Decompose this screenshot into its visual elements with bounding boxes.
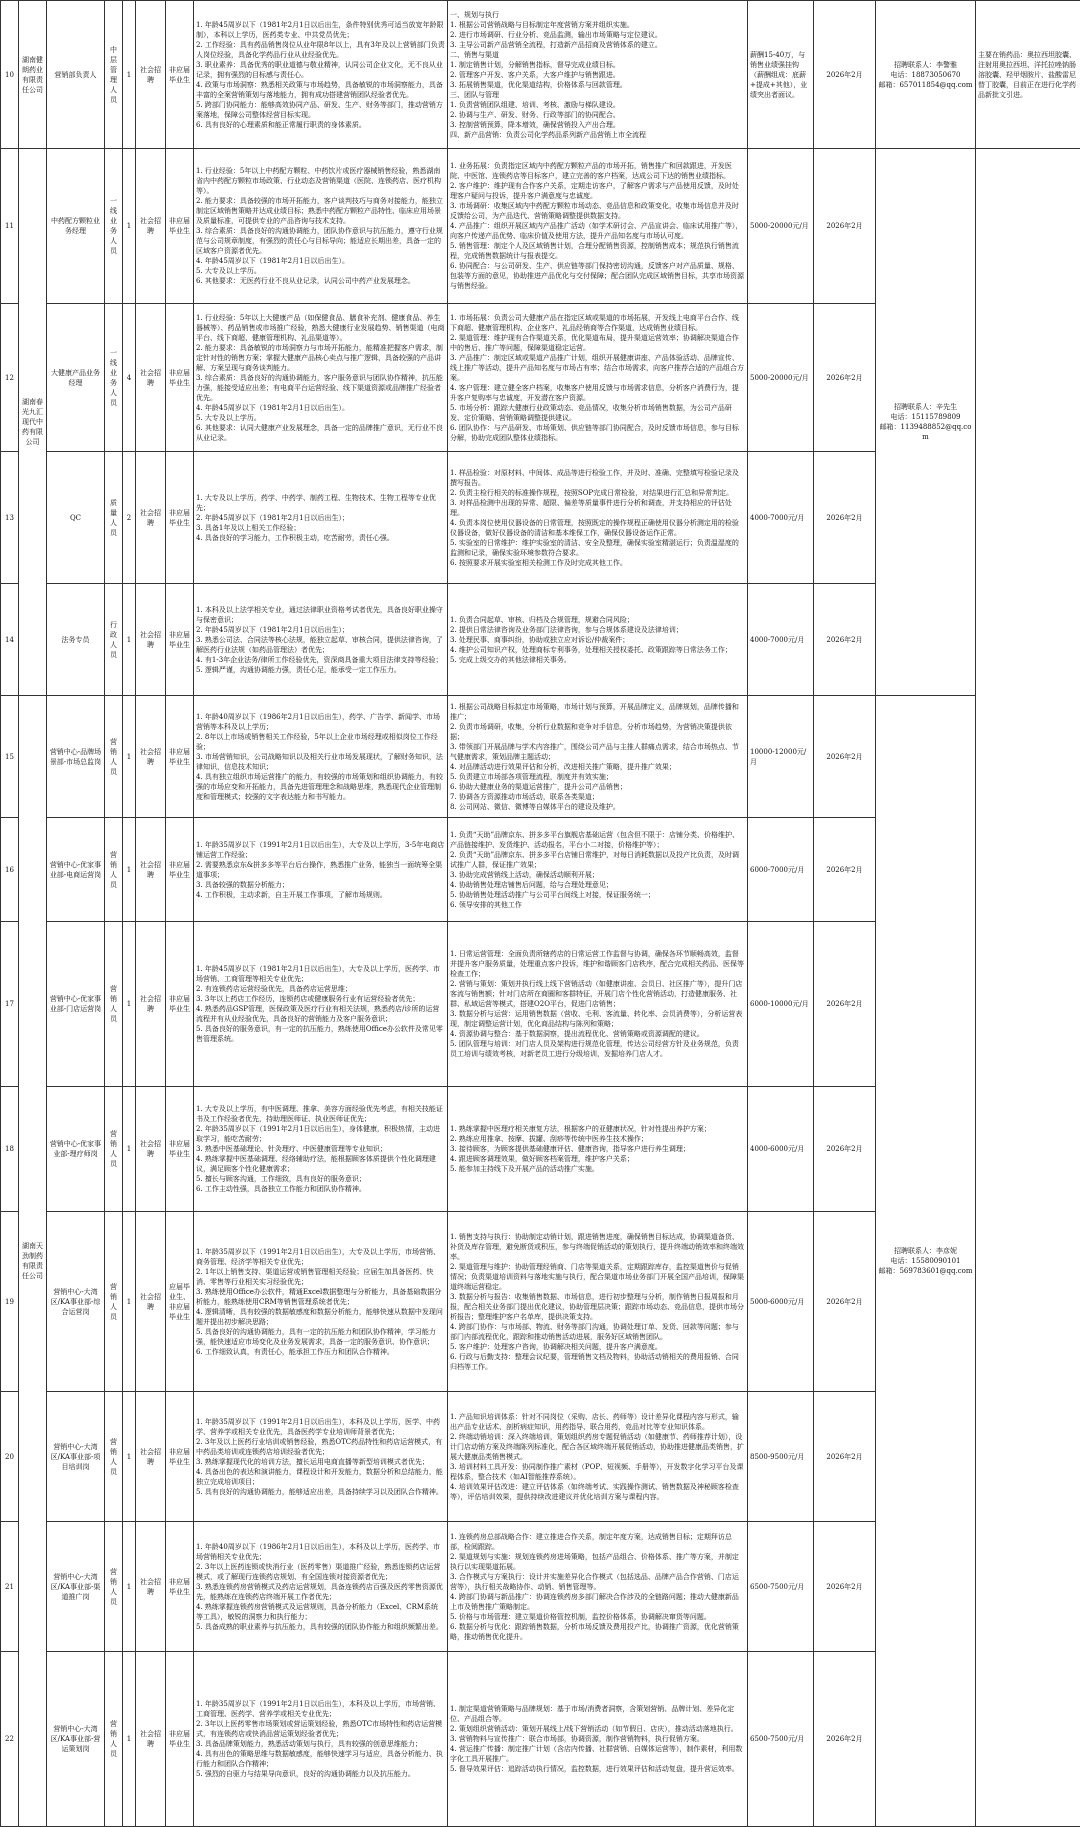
company-name: 湖南健朗药业有限责任公司 xyxy=(19,1,47,149)
position-category: 营销人员 xyxy=(105,1212,123,1392)
job-duties: 1. 样品检验：对原材料、中间体、成品等进行检验工作，并及时、准确、完整填写检验记录及撰写报告。 2. 负责主检行相关的标准操作规程，按照SOP完成日常检验，对结果进行汇总和异常判定。 3. 对样品检测中出现的异常、超限、偏差等质量事件进行分析和调查，并支持相应的评估处理。 4. 负责本岗位使用仪器设备的日常管理，按照既定的操作规程正确使用仪器分析测定用的检验仪器设备，做好仪器设备的清洁和基本维保工作，确保仪器设备运作正常。 5. 实验室的日常维护：维护实验室的清洁、安全及整理，确保实验室精湛运行；负责温湿度的监测和记录，确保实验环境参数符合要求。 6. 按照要求开展实验室相关检测工作及时完成其他工作。 xyxy=(448,452,748,584)
job-duties: 1. 市场拓展：负责公司大健康产品在指定区域或渠道的市场拓展，开发线上电商平台合作、线下商超、健康管理机构、企业客户、礼品经销商等合作渠道，达成销售业绩目标。 2. 渠道管理：维护现有合作渠道关系，优化渠道布局，提升渠道运营效率；协调解决渠道合作中的售后、推广等问题，保障渠道稳定运营。 3. 产品推广：制定区域或渠道产品推广计划，组织开展健康讲座、产品体验活动、品牌宣传、线上推广等活动，提升产品知名度与市场占有率；结合市场需求，向客户推荐合适的产品组合方案。 4. 客户管理：建立健全客户档案，收集客户使用反馈与市场需求信息，分析客户消费行为，提升客户复购率与忠诚度，开发潜在客户资源。 5. 市场分析：跟踪大健康行业政策动态、竞品情况，收集分析市场销售数据，为公司产品研发、定价策略、营销策略调整提供建议。 6. 团队协作：与产品研发、市场策划、供应链等部门协同配合，及时反馈市场信息，参与目标分解，协助完成团队整体业绩指标。 xyxy=(448,304,748,452)
recruit-method: 社会招聘 xyxy=(136,584,166,696)
job-duties: 1. 业务拓展：负责指定区域内中药配方颗粒产品的市场开拓，销售推广和回款跟进，开发医院、中医馆、连锁药店等目标客户，建立完善的客户档案，达成公司下达的销售业绩指标。 2. 客户维护：维护现有合作客户关系，定期走访客户，了解客户需求与产品使用反馈，及时处理客户疑问与投诉，提升客户满意度与忠诚度。 3. 市场调研：收集区域内中药配方颗粒市场动态、竞品信息和政策变化，收集市场信息并及时反馈给公司，为产品迭代、营销策略调整提供数据支持。 4. 产品推广：组织开展区域内产品推广活动（如学术研讨会、产品宣讲会、临床试用推广等），向客户传递产品优势、临床价值及使用方法，提升产品知名度与市场认可度。 5. 销售管理：制定个人及区域销售计划，合理分配销售资源，控制销售成本；规范执行销售流程，完成销售数据统计与报表提交。 6. 协同配合：与公司研发、生产、供应链等部门保持密切沟通，反馈客户对产品质量、规格、包装等方面的意见，协助推进产品优化与交付保障；配合团队完成区域销售目标，共享市场资源与销售经验。 xyxy=(448,149,748,304)
job-requirements: 1. 年龄35周岁以下（1991年2月1日以后出生），大专及以上学历，市场营销、商务管理、经济学等相关专业优先； 2. 1年以上销售支持、渠道运营或销售管理相关经验；应届生加具备医药、快消、零售等行业相关实习经验优先； 3. 熟练使用Office办公软件，精通Excel数据整理与分析能力，具备基础数据分析能力，能熟练使用CRM等销售管理系统者优先； 4. 逻辑清晰，具有较强的数据敏感度和数据分析能力，能够快速从数据中发现问题并提出初步解决思路； 5. 具备良好的沟通协调能力，具有一定的抗压能力和团队协作精神，学习能力强，能快速适应市场变化及业务发展需求，具备一定的服务意识、协作意识； 6. 工作细致认真，有责任心，能承担工作压力和团队合作精神。 xyxy=(194,1212,448,1392)
post-date: 2026年2月 xyxy=(814,452,876,584)
recruit-target: 非应届毕业生 xyxy=(166,149,194,304)
table-row xyxy=(1,1,1080,149)
position-category: 营销人员 xyxy=(105,1392,123,1522)
headcount: 1 xyxy=(123,149,136,304)
row-number: 20 xyxy=(1,1392,19,1522)
contact-info: 招聘联系人：李彦妮 电话：15580090101 邮箱：569783601@qq.com xyxy=(876,696,976,1827)
row-number: 22 xyxy=(1,1652,19,1827)
job-requirements: 1. 年龄40周岁以下（1986年2月1日以后出生），药学、广告学、新闻学、市场营销等本科及以上学历； 2. 8年以上市场或销售相关工作经验，5年以上企业市场经理或相似岗位工作经验； 3. 市场营销知识，公司战略知识以及相关行业市场发展现状，了解财务知识，法律知识，信息技术知识； 4. 具有独立组织市场运营推广的能力，有较强的市场策划和组织协调能力，有较强的市场应变和开拓能力，具备先进管理理念和战略思维，熟悉现代企业管理制度和管理模式；较强的文字表达能力和书写能力。 xyxy=(194,696,448,818)
headcount: 2 xyxy=(123,452,136,584)
post-date: 2026年2月 xyxy=(814,149,876,304)
post-date: 2026年2月 xyxy=(814,1212,876,1392)
headcount: 1 xyxy=(123,1087,136,1212)
recruit-method: 社会招聘 xyxy=(136,1212,166,1392)
headcount: 1 xyxy=(123,1392,136,1522)
row-number: 21 xyxy=(1,1522,19,1652)
job-duties: 1. 产品知识培训体系：针对不同岗位（采购、店长、药师等）设计差异化课程内容与形式，输出产品专业话术、剖析病症知识，用药指导、联合用药，竞品对比等专业知识体系。 2. 终端动销培训：深入终端培训，策划组织药房专题促销活动（如健康节、药师推荐计划），设计门店动销方案及终端陈列标准化，配合各区域终端开展促销活动，协助推进健康品类销售，扩展大健康品类销售模式。 3. 培训材料工具开发：协同制作推广素材（POP、短视频、手册等），开发数字化学习平台及课程体系，整合技术（如AI智能推荐系统）。 4. 培训效果评估改进：建立评估体系（如终端考试、实践操作测试、销售数据及神秘顾客检查等），评估培训效果，提供持续改进建议并优化培训方案与课程内容。 xyxy=(448,1392,748,1522)
salary: 6000-7000元/月 xyxy=(748,818,814,922)
headcount: 1 xyxy=(123,922,136,1087)
salary: 6500-7500元/月 xyxy=(748,1652,814,1827)
position-category: 营销人员 xyxy=(105,818,123,922)
recruit-target: 应届毕业生、非应届毕业生 xyxy=(166,1212,194,1392)
job-duties: 1. 销售支持与执行：协助制定动销计划，跟进销售进度，确保销售目标达成，协调渠道备货、补货及库存管理，避免断货或积压，参与终端促销活动的策划执行，提升终端动销效率和终端效率。 2. 渠道管理与维护：协助管理经销商、门店等渠道关系，定期跟踪库存，监控渠道售价与促销情况；负责渠道培训资料与落地实施与执行，配合渠道市场业务部门开展全国产品培训，保障渠道终端运营稳定。 3. 数据分析与报告：收集销售数据、市场信息，进行初步整理与分析，制作销售日报周报和月报，配合相关业务部门提出优化建议，协助管理层决策；跟踪市场动态、竞品信息，提供市场分析报告；整理维护客户名单库，提供决策支持。 4. 跨部门协作：与市场部、物流、财务等部门沟通，协调处理订单、发货、回款等问题；参与部门内部流程优化，跟踪和推动销售活动进展，服务好区域销售团队。 5. 客户维护：处理客户咨询，协调解决相关问题，提升客户满意度。 6. 行政与后勤支持：整理会议纪要，管理销售文档及物料，协助活动销相关的费用报销、合同归档等工作。 xyxy=(448,1212,748,1392)
recruit-method: 社会招聘 xyxy=(136,149,166,304)
row-number: 17 xyxy=(1,922,19,1087)
recruit-method: 社会招聘 xyxy=(136,1522,166,1652)
post-date: 2026年2月 xyxy=(814,1087,876,1212)
post-date: 2026年2月 xyxy=(814,1522,876,1652)
row-number: 10 xyxy=(1,1,19,149)
salary: 6500-7500元/月 xyxy=(748,1522,814,1652)
row-number: 18 xyxy=(1,1087,19,1212)
salary: 6000-10000元/月 xyxy=(748,922,814,1087)
position-category: 营销人员 xyxy=(105,1652,123,1827)
recruit-target: 非应届毕业生 xyxy=(166,452,194,584)
salary: 5000-6000元/月 xyxy=(748,1212,814,1392)
table-row xyxy=(1,149,1080,304)
position-category: 质量人员 xyxy=(105,452,123,584)
position-name: 营销中心-优家事业部-电商运营岗 xyxy=(47,818,105,922)
headcount: 1 xyxy=(123,1652,136,1827)
salary: 8500-9500元/月 xyxy=(748,1392,814,1522)
position-name: 营销中心-大湾区/KA事业部-营运策划岗 xyxy=(47,1652,105,1827)
row-number: 11 xyxy=(1,149,19,304)
company-name: 湖南春光九汇现代中药有限公司 xyxy=(19,149,47,696)
position-category: 营销人员 xyxy=(105,1087,123,1212)
position-name: 营销中心-品牌场景部-市场总监岗 xyxy=(47,696,105,818)
recruit-method: 社会招聘 xyxy=(136,452,166,584)
salary: 10000-12000元/月 xyxy=(748,696,814,818)
recruit-method: 社会招聘 xyxy=(136,696,166,818)
job-duties: 1. 连锁药房总部战略合作：建立推进合作关系，制定年度方案，达成销售目标；定期拜访总部，检阅跟踪。 2. 渠道规划与实施：规划连锁药房进场策略，包括产品组合、价格体系、推广等方案，并制定执行以实现渠道拓展。 3. 合作模式与方案执行：设计并实施差异化合作模式（包括选品、品牌产品合作营销、门店运营等），执行相关战略协作、动销、销售管理等。 4. 跨部门协调与新品推广：协调连锁药房多部门解决合作涉及的全链路问题；推动大健康新品上市及销售推广策略制定。 5. 价格与市场管理：建立渠道价格管控机制，监控价格体系，协调解决窜货等问题。 6. 数据分析与优化：跟踪销售数据，分析市场反馈及费用投产比，协调推广资源，优化营销策略，推动销售优化提升。 xyxy=(448,1522,748,1652)
job-duties: 1. 熟练掌握中医理疗相关康复方法，根据客户的亚健康状况，针对性提出养护方案； 2. 熟练应用推拿、按摩、拔罐、刮痧等传统中医养生技术操作； 3. 接待顾客，为顾客提供基础健康评估、健康咨询，指导客户进行养生调理； 4. 跟进顾客调理效果，做好顾客档案管理，维护客户关系； 5. 能参加主持线下及开展产品的活动推广实施。 xyxy=(448,1087,748,1212)
salary: 4000-6000元/月 xyxy=(748,1087,814,1212)
recruit-method: 社会招聘 xyxy=(136,1392,166,1522)
position-name: 中药配方颗粒业务经理 xyxy=(47,149,105,304)
recruit-target: 非应届毕业生 xyxy=(166,304,194,452)
job-requirements: 1. 年龄45周岁以下（1981年2月1日以后出生），大专及以上学历，医药学、市场营销、工商管理等相关专业优先； 2. 有连锁药店运营经验优先，具备药店运营思维； 3. 3年以上药店工作经历，连锁药店或健康服务行业有运营经验者优先； 4. 熟悉药品GSP管理，医保政策及医疗行业有相关法规，熟悉药店/诊所的运营流程并有从业经验优先，具备良好的营销能力及客户服务意识； 5. 具备良好的服务意识，有一定的抗压能力，熟练使用Office办公软件及常见零售管理系统。 xyxy=(194,922,448,1087)
row-number: 19 xyxy=(1,1212,19,1392)
recruit-method: 社会招聘 xyxy=(136,1,166,149)
row-number: 16 xyxy=(1,818,19,922)
recruit-target: 非应届毕业生 xyxy=(166,1087,194,1212)
row-number: 14 xyxy=(1,584,19,696)
recruit-target: 非应届毕业生 xyxy=(166,584,194,696)
recruit-method: 社会招聘 xyxy=(136,1652,166,1827)
post-date: 2026年2月 xyxy=(814,1652,876,1827)
headcount: 1 xyxy=(123,1522,136,1652)
job-duties: 1. 负责“天助”品牌京东、拼多多平台旗舰店基础运营（包含但不限于：店铺分类、价格维护、产品链接维护、发货维护、活动报名，平台小二对接，价格维护等）； 2. 负责“天助”品牌京东、拼多多平台店铺日常维护，对每日消耗数据以及投产比负责，及时调试推广人群，保证推广效果； 3. 协助完成营销线上活动，确保活动顺利开展； 4. 协助销售处理店铺售后问题，给与合理处理意见； 5. 协助销售处理活动推广与公司平台间线上对接，保证服务统一； 6. 领导安排的其他工作 xyxy=(448,818,748,922)
headcount: 1 xyxy=(123,1212,136,1392)
position-name: 营销中心-优家事业部-理疗师岗 xyxy=(47,1087,105,1212)
salary: 5000-20000元/月 xyxy=(748,149,814,304)
position-name: 营销部负责人 xyxy=(47,1,105,149)
recruit-target: 非应届毕业生 xyxy=(166,696,194,818)
contact-info: 招聘联系人：李警雅 电话：18873050670 邮箱：657011854@qq.com xyxy=(876,1,976,149)
post-date: 2026年2月 xyxy=(814,304,876,452)
job-duties: 1. 负责合同起草、审核、归档及合规管理，规避合同风险； 2. 提供日常法律咨询及业务部门法律咨询，参与合规体系建设及法律培训； 3. 处理民事、商事纠纷，协助或独立应对诉讼/仲裁案件； 4. 维护公司知识产权，处理商标专利事务，处理相关授权委托、政策跟踪等日常法务工作； 5. 完成上级交办的其他法律相关事务。 xyxy=(448,584,748,696)
company-name: 湖南天劲制药有限责任公司 xyxy=(19,696,47,1827)
position-name: QC xyxy=(47,452,105,584)
post-date: 2026年2月 xyxy=(814,1392,876,1522)
job-requirements: 1. 年龄40周岁以下（1986年2月1日以后出生），本科及以上学历，医药学、市场营销相关专业优先； 2. 3年以上医药连锁或快消行业（医药零售）渠道推广经验，熟悉连锁药店运营模式，或了解现行连锁药店规划、有全国连锁对接资源者优先； 3. 熟悉连锁药房营销模式及药店运营规划，具备连锁药店百强及医药零售资源优先，能熟练在连锁药店终端开展工作者优先； 4. 熟练掌握连锁药房营销模式及运营规则，具备分析能力（Excel、CRM系统等工具），敏锐的洞察力和执行能力； 5. 具备成熟的职业素养与抗压能力，具有较强的团队协作能力和组织频繁出差。 xyxy=(194,1522,448,1652)
job-requirements: 1. 年龄45周岁以下（1981年2月1日以后出生，条件特别优秀可适当放宽年龄限制），本科以上学历，医药类专业、中共党员优先； 2. 工作经验：具有药品销售岗位从业年限8年以上，具有3年及以上营销部门负责人岗位经验，具备化学药品行业从业经验优先。 3. 职业素养：具备优秀的职业道德与敬业精神，认同公司企业文化，无不良从业记录，拥有强烈的目标感与责任心。 4. 政策与市场洞察：熟悉相关政策与市场趋势，具备敏锐的市场洞察能力，具备丰富的全案营销策划与落地能力，拥有成功搭建营销团队经验者优先。 5. 跨部门协同能力：能够高效协同产品、研发、生产、财务等部门，推动营销方案落地，保障公司整体经营目标实现。 6. 具有良好的心理素质和能正常履行职责的身体素质。 xyxy=(194,1,448,149)
post-date: 2026年2月 xyxy=(814,1,876,149)
job-requirements: 1. 大专及以上学历，药学、中药学、制药工程、生物技术、生物工程等专业优先； 2. 年龄45周岁以下（1981年2月1日以后出生）； 3. 具备1年及以上相关工作经验； 4. 具备良好的学习能力，工作积极主动，吃苦耐劳，责任心强。 xyxy=(194,452,448,584)
recruit-target: 非应届毕业生 xyxy=(166,1522,194,1652)
job-requirements: 1. 年龄35周岁以下（1991年2月1日以后出生），本科及以上学历，医学、中药学、营养学或相关专业优先，具备医药学专业培训师背景者优先； 2. 3年及以上医药行业培训或销售经验，熟悉OTC药品特性和药店运营模式，有中药品类培训或连锁药店培训经验者优先； 3. 熟练掌握现代化的培训方法，擅长运用电商直播等新型培训模式者优先； 4. 具备出色的表达和演讲能力，课程设计和开发能力，数据分析和总结能力，能独立完成培训项目； 5. 具有良好的沟通协调能力，能够适应出差，具备持续学习以及团队合作精神。 xyxy=(194,1392,448,1522)
headcount: 1 xyxy=(123,696,136,818)
recruit-target: 非应届毕业生 xyxy=(166,922,194,1087)
post-date: 2026年2月 xyxy=(814,584,876,696)
job-requirements: 1. 行业经验：5年以上中药配方颗粒、中药饮片或医疗器械销售经验，熟悉湖南省内中药配方颗粒市场政策、行业动态及营销渠道（医院、连锁药店、医疗机构等）。 2. 能力要求：具备较强的市场开拓能力，客户谈判技巧与商务对接能力，能独立制定区域销售策略并达成业绩目标；熟悉中药配方颗粒产品特性、临床应用场景及质量标准，可提供专业的产品咨询与技术支持。 3. 综合素质：具备良好的沟通协调能力，团队协作意识与抗压能力，遵守行业规范与公司规章制度，有强烈的责任心与目标导向；能适应长期出差，具备一定的区域客户资源者优先。 4. 年龄45周岁以下（1981年2月1日以后出生）。 5. 大专及以上学历。 6. 其他要求：无医药行业不良从业记录，认同公司中药产业发展理念。 xyxy=(194,149,448,304)
headcount: 1 xyxy=(123,1,136,149)
row-number: 13 xyxy=(1,452,19,584)
position-category: 中层管理人员 xyxy=(105,1,123,149)
recruit-method: 社会招聘 xyxy=(136,922,166,1087)
job-duties: 1. 根据公司战略目标拟定市场策略，市场计划与预算，开展品牌定义，品牌规划，品牌传播和推广； 2. 负责市场调研，收集，分析行业数据和竞争对手信息，分析市场趋势，为营销决策提供依据； 3. 带领部门开展品牌与学术内容推广，围绕公司产品与主推人群痛点需求，结合市场热点、节气健康需求，策划品牌主题活动； 4. 对品牌活动进行效果评估和分析，改进相关推广策略，提升推广效果； 5. 负责建立市场部各项管理流程，制度并有效实施； 6. 协助大健康业务的渠道运营推广，提升公司产品销售； 7. 协调各方资源推动市场活动，联系各类渠道； 8. 公司网站、微信、微博等自媒体平台的建设及维护。 xyxy=(448,696,748,818)
position-name: 营销中心-大湾区/KA事业部-渠道推广岗 xyxy=(47,1522,105,1652)
position-name: 营销中心-优家事业部-门店运营岗 xyxy=(47,922,105,1087)
headcount: 1 xyxy=(123,584,136,696)
post-date: 2026年2月 xyxy=(814,696,876,818)
remark-empty xyxy=(976,149,1080,1827)
recruit-method: 社会招聘 xyxy=(136,304,166,452)
position-category: 营销人员 xyxy=(105,922,123,1087)
job-requirements: 1. 年龄35周岁以下（1991年2月1日以后出生），大专及以上学历，3-5年电商店铺运营工作经验； 2. 需要熟悉京东&拼多多等平台后台操作，熟悉推广业务，能独当一面统筹全渠道事项； 3. 具备较强的数据分析能力； 4. 工作积极，主动求新，自主开展工作事项，了解市场规则。 xyxy=(194,818,448,922)
recruit-method: 社会招聘 xyxy=(136,818,166,922)
job-requirements: 1. 年龄35周岁以下（1991年2月1日以后出生），本科及以上学历，市场营销、工商管理、医药学、营养学或相关专业优先； 2. 3年以上医药零售市场策划或营运策划经验，熟悉OTC市场特性和药店运营模式，有连锁药店或快消品营运策划经验者优先； 3. 具备品牌策划能力，熟悉活动策划与执行，具有较强的创意思维能力； 4. 具有出色的策略思维与数据敏感度，能够快速学习与适应，具备分析能力、执行能力和团队合作精神； 5. 强烈的自驱力与结果导向意识，良好的沟通协调能力以及抗压能力。 xyxy=(194,1652,448,1827)
position-category: 营销人员 xyxy=(105,696,123,818)
position-category: 行政人员 xyxy=(105,584,123,696)
job-duties: 一、规划与执行 1. 根据公司营销战略与目标制定年度营销方案并组织实施。 2. 进行市场调研、行业分析、竞品监测，输出市场策略与定位建议。 3. 主导公司新产品营销全流程，打造新产品招商及营销体系的建立。 二、销售与渠道 1. 制定销售计划，分解销售指标，督导完成业绩目标。 2. 管理客户开发、客户关系，大客户维护与销售跟进。 3. 拓展销售渠道，优化渠道结构，价格体系与回款管理。 三、团队与管理 1. 负责营销团队组建、培训、考核、激励与梯队建设。 2. 协调与生产、研发、财务、行政等部门的协同配合。 3. 控制营销预算，降本增效，确保营销投入产出合理。 四、新产品营销：负责公司化学药品系列新产品营销上市全流程 xyxy=(448,1,748,149)
job-duties: 1. 日常运营管理：全面负责所辖药店的日常运营工作监督与协调，确保各环节顺畅高效，监督并提升客户服务质量，处理重点客户投诉，维护和谐顾客门店秩序，配合完成相关药品、医保等检查工作； 2. 营销与策划：策划并执行线上线下营销活动（如健康讲座、会员日、社区推广等），提升门店客流与销售额；针对门店所在商圈和客群特征，开展门店个性化营销活动，打造健康服务、社群、私域运营等模式，搭建O2O平台，促进门店销售； 3. 数据分析与运营：运用销售数据（营收、毛利、客流量、转化率、会员消费等），分析运营表现，制定调整运营计划，优化商品结构与陈列和策略； 4. 资源协调与整合：基于数据洞察，提出流程优化、营销策略或资源调配的建议。 5. 团队管理与培训：对门店人员及架构进行规范化管理，传达公司经营方针及业务规范，负责员工培训与绩效考核，对新老员工进行分级培训，发掘培养门店人才。 xyxy=(448,922,748,1087)
row-number: 15 xyxy=(1,696,19,818)
salary: 4000-7000元/月 xyxy=(748,452,814,584)
job-duties: 1. 制定渠道营销策略与品牌规划：基于市场/消费者洞察，含策划营销、品牌计划、差异化定位、产品组合等。 2. 策划组织营销活动：策划开展线上/线下营销活动（如节假日、店庆），推动活动落地执行。 3. 营销物料与宣传推广：联合市场部，协调资源，制作营销物料，执行促销方案。 4. 营运推广传播：制定推广计划（含店内传播、社群营销、自媒体运营等），制作素材，利用数字化工具开展推广。 5. 督导效果评估：追踪活动执行情况，监控数据，进行效果评估和活动复盘，提升营运效率。 xyxy=(448,1652,748,1827)
row-number: 12 xyxy=(1,304,19,452)
recruit-target: 非应届毕业生 xyxy=(166,1392,194,1522)
recruit-target: 非应届毕业生 xyxy=(166,1652,194,1827)
position-name: 法务专员 xyxy=(47,584,105,696)
salary: 4000-7000元/月 xyxy=(748,584,814,696)
headcount: 1 xyxy=(123,818,136,922)
position-category: 一线业务人员 xyxy=(105,149,123,304)
position-category: 一线业务人员 xyxy=(105,304,123,452)
salary: 5000-20000元/月 xyxy=(748,304,814,452)
job-requirements: 1. 本科及以上法学相关专业，通过法律职业资格考试者优先，具备良好职业操守与保密意识； 2. 年龄45周岁以下（1981年2月1日以后出生）； 3. 熟悉公司法、合同法等核心法规，能独立起草、审核合同，提供法律咨询，了解医药行业法规（如药品管理法）者优先； 4. 有1-3年企业法务/律所工作经验优先，资深商具备重大项目法律支持等经验； 5. 逻辑严谨，沟通协调能力强，责任心足，能承受一定工作压力。 xyxy=(194,584,448,696)
salary: 薪酬15-40万，与销售业绩强挂钩（薪酬组成：底薪+提成+其他），业绩突出者面议。 xyxy=(748,1,814,149)
recruit-target: 非应届毕业生 xyxy=(166,1,194,149)
table-row xyxy=(1,696,1080,818)
recruit-method: 社会招聘 xyxy=(136,1087,166,1212)
job-requirements: 1. 大专及以上学历，有中医调理、推拿、美容方面经验优先考虑，有相关技能证书及工作经验者优先，持助理医师证、执业医师证优先； 2. 年龄35周岁以下（1991年2月1日以后出生），身体健康，积极热情，主动进取学习，能吃苦耐劳； 3. 熟悉中医基础理论、针灸理疗、中医健康管理等专业知识； 4. 熟练掌握中医基础调理、经络辅助疗法，能根据顾客体质提供个性化调理建议，满足顾客个性化健康需求； 5. 擅长与顾客沟通，工作细致，具有良好的服务意识； 6. 工作主动性强，具备独立工作能力和团队协作精神。 xyxy=(194,1087,448,1212)
headcount: 4 xyxy=(123,304,136,452)
remark: 主要在销药品：奥拉西坦胶囊、注射用奥拉西坦、洋托拉唑钠肠溶胶囊、羟甲烟胺片、盐酸雷尼替丁胶囊，目前正在进行化学药品新批文引进。 xyxy=(976,1,1080,149)
position-category: 营销人员 xyxy=(105,1522,123,1652)
post-date: 2026年2月 xyxy=(814,922,876,1087)
post-date: 2026年2月 xyxy=(814,818,876,922)
job-requirements: 1. 行业经验：5年以上大健康产品（如保健食品、膳食补充剂、健康食品、养生器械等）、药品销售或市场推广经验，熟悉大健康行业发展趋势、销售渠道（电商平台、线下商超、健康管理机构、礼品渠道等）。 2. 能力要求：具备敏锐的市场洞察力与市场开拓能力，能精准把握客户需求，制定针对性的销售方案；掌握大健康产品核心卖点与推广逻辑，具备较强的产品讲解、方案呈现与商务谈判能力。 3. 综合素质：具备良好的沟通协调能力，客户服务意识与团队协作精神，抗压能力强，能接受适应出差；有电商平台运营经验、线下渠道资源或品牌推广经验者优先。 4. 年龄45周岁以下（1981年2月1日以后出生）。 5. 大专及以上学历。 6. 其他要求：认同大健康产业发展理念，具备一定的品牌推广意识，无行业不良从业记录。 xyxy=(194,304,448,452)
contact-info: 招聘联系人：辛先生 电话：15115789809 邮箱：1139488852@qq.com xyxy=(876,149,976,696)
position-name: 营销中心-大湾区/KA事业部-综合运营岗 xyxy=(47,1212,105,1392)
recruit-target: 非应届毕业生 xyxy=(166,818,194,922)
position-name: 大健康产品业务经理 xyxy=(47,304,105,452)
position-name: 营销中心-大湾区/KA事业部-项目培训岗 xyxy=(47,1392,105,1522)
